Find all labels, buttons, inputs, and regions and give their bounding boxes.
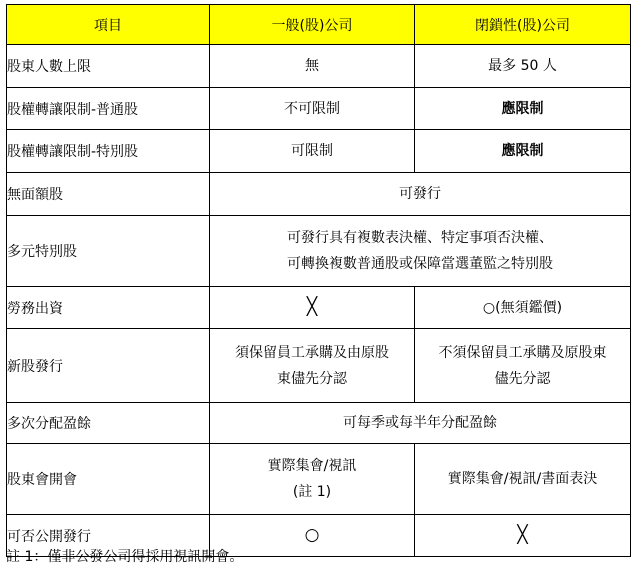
row-item: 股權轉讓限制-特別股 — [7, 130, 210, 173]
table-row — [7, 45, 631, 88]
table-row — [7, 173, 631, 216]
general-cell-line: 實際集會/視訊 — [267, 458, 357, 474]
general-cell-line: 東儘先分認 — [277, 370, 347, 387]
table-row — [7, 403, 631, 444]
closed-cell: 應限制 — [415, 130, 631, 173]
header-general: 一般(股)公司 — [210, 5, 415, 45]
footnote: 註 1：僅非公發公司得採用視訊開會。 — [6, 549, 244, 565]
row-item: 新股發行 — [7, 329, 210, 403]
table-row — [7, 287, 631, 329]
table-row — [7, 216, 631, 287]
general-cell: 不可限制 — [210, 88, 415, 130]
closed-cell: ○(無須鑑價) — [415, 287, 631, 329]
closed-cell-plain: 實際集會/視訊/ — [447, 471, 542, 487]
table-row — [7, 329, 631, 403]
header-row — [7, 5, 631, 45]
table-row — [7, 130, 631, 173]
table-row — [7, 444, 631, 515]
general-cell-line: (註 1) — [292, 484, 332, 500]
merged-cell: 可每季或每半年分配盈餘 — [210, 403, 631, 444]
cross-mark: ╳ — [306, 297, 318, 317]
closed-cell — [415, 515, 631, 557]
general-cell — [210, 444, 415, 515]
general-cell — [210, 329, 415, 403]
closed-cell: 應限制 — [415, 88, 631, 130]
merged-cell-line: 可轉換複數普通股或保障當選董監之特別股 — [287, 256, 553, 272]
closed-cell-line: 儘先分認 — [494, 370, 551, 387]
closed-cell-bold: 書面表決 — [541, 471, 598, 487]
circle-mark: ○ — [304, 525, 320, 545]
cross-mark: ╳ — [517, 525, 528, 545]
general-cell — [210, 287, 415, 329]
header-closed: 閉鎖性(股)公司 — [415, 5, 631, 45]
closed-cell: 最多 50 人 — [415, 45, 631, 88]
general-cell: 無 — [210, 45, 415, 88]
closed-cell — [415, 444, 631, 515]
comparison-table — [6, 4, 631, 557]
row-item: 勞務出資 — [7, 287, 210, 329]
row-item: 多次分配盈餘 — [7, 403, 210, 444]
closed-cell — [415, 329, 631, 403]
header-item: 項目 — [7, 5, 210, 45]
row-item: 可否公開發行 — [7, 515, 210, 557]
row-item: 無面額股 — [7, 173, 210, 216]
row-item: 股權轉讓限制-普通股 — [7, 88, 210, 130]
row-item: 股東會開會 — [7, 444, 210, 515]
row-item: 股東人數上限 — [7, 45, 210, 88]
closed-cell-line: 不須保留員工承購及原股東 — [438, 344, 607, 361]
merged-cell — [210, 216, 631, 287]
general-cell-line: 須保留員工承購及由原股 — [235, 344, 389, 361]
table-row — [7, 88, 631, 130]
merged-cell-line: 可發行具有複數表決權、特定事項否決權、 — [287, 230, 553, 246]
general-cell: 可限制 — [210, 130, 415, 173]
merged-cell: 可發行 — [210, 173, 631, 216]
row-item: 多元特別股 — [7, 216, 210, 287]
